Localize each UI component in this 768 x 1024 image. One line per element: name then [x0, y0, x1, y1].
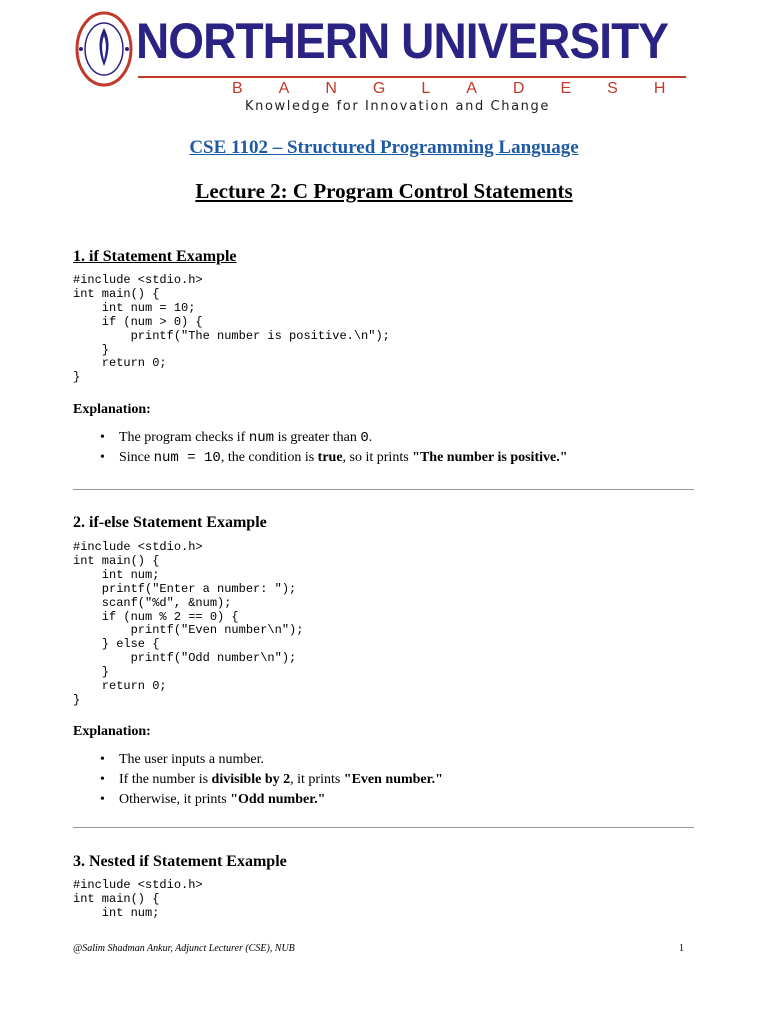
page-number: 1: [679, 943, 684, 954]
section-3-code-block: #include <stdio.h> int main() { int num;: [73, 878, 203, 920]
list-item: • The program checks if num is greater than 0.: [73, 428, 693, 448]
list-item: • If the number is divisible by 2, it prints "Even number.": [73, 770, 693, 790]
section-2-code-block: #include <stdio.h> int main() { int num; printf("Enter a number: "); scanf("%d", &num); if (num % 2 == 0) { printf("Even number\n"); } else { printf("Odd number\n"); } return 0; }: [73, 540, 304, 707]
section-1-heading: [73, 248, 237, 266]
section-1-title: if Statement Example: [89, 248, 237, 265]
section-1-explanation-list: [73, 428, 693, 468]
university-header: [72, 8, 702, 120]
list-item: • Otherwise, it prints "Odd number.": [73, 790, 693, 810]
list-item: • Since num = 10, the condition is true, so it prints "The number is positive.": [73, 448, 693, 468]
university-country: BANGLADESH: [232, 80, 702, 97]
section-2-title: if-else Statement Example: [89, 514, 267, 531]
section-3-title: Nested if Statement Example: [89, 853, 287, 870]
section-1-code-block: #include <stdio.h> int main() { int num = 10; if (num > 0) { printf("The number is positive.\n"); } return 0; }: [73, 273, 390, 385]
section-2-explanation-list: [73, 750, 693, 810]
section-3-number: 3.: [73, 853, 85, 870]
section-2-explanation-label: Explanation:: [73, 724, 151, 739]
section-3-heading: [73, 853, 287, 871]
section-2-heading: [73, 514, 267, 532]
university-tagline: Knowledge for Innovation and Change: [245, 99, 550, 114]
list-item: • The user inputs a number.: [73, 750, 693, 770]
university-name: NORTHERN UNIVERSITY: [136, 13, 669, 69]
section-1-explanation-label: Explanation:: [73, 402, 151, 417]
section-1-number: 1.: [73, 248, 85, 265]
section-2-number: 2.: [73, 514, 85, 531]
lecture-title: Lecture 2: C Program Control Statements: [195, 179, 573, 203]
university-seal-logo: [75, 10, 133, 88]
footer-credit: @Salim Shadman Ankur, Adjunct Lecturer (CSE), NUB: [73, 943, 295, 954]
course-title: CSE 1102 – Structured Programming Language: [189, 137, 579, 158]
section-divider: [73, 827, 694, 828]
header-divider: [138, 76, 686, 78]
section-divider: [73, 489, 694, 490]
